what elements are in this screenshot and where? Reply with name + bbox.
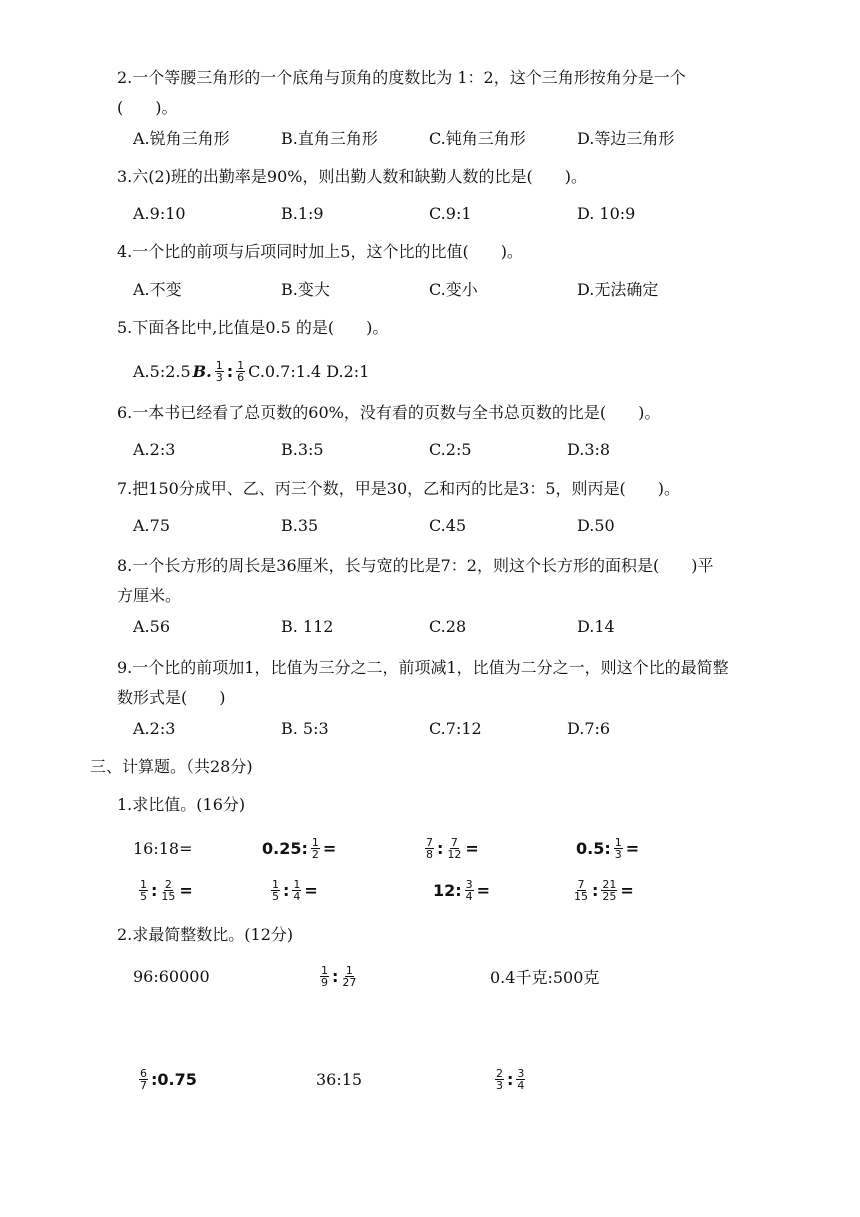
q5-option-b-prefix: B. [192, 361, 212, 381]
q9-option-d: D.7:6 [567, 719, 611, 738]
q3-option-a: A.9:10 [133, 204, 186, 223]
q6-option-d: D.3:8 [567, 440, 611, 459]
q2-option-d: D.等边三角形 [577, 129, 675, 148]
question-7-stem: 7.把150分成甲、乙、丙三个数，甲是30，乙和丙的比是3：5，则丙是( )。 [117, 479, 681, 498]
ratio-expr-4: 0.5: $\frac{1}{3}$ = [576, 835, 640, 861]
q8-option-c: C.28 [429, 617, 467, 636]
q5-option-b-fraction-2: $\frac{1}{6}$ [237, 358, 245, 384]
q7-option-b: B.35 [281, 516, 319, 535]
part-2-title: 2.求最简整数比。(12分) [117, 925, 294, 944]
q8-option-b: B. 112 [281, 617, 334, 636]
q7-option-a: A.75 [133, 516, 170, 535]
q5-option-a: A.5:2.5 [133, 361, 191, 381]
simplify-expr-5: 36:15 [316, 1069, 363, 1089]
q8-option-a: A.56 [133, 617, 170, 636]
ratio-expr-8: $\frac{7}{15}$ : $\frac{21}{25}$ = [574, 877, 634, 903]
section-3-title: 三、计算题。（共28分) [90, 757, 253, 776]
simplify-expr-3: 0.4千克:500克 [490, 967, 600, 987]
q6-option-a: A.2:3 [133, 440, 176, 459]
q2-option-a: A.锐角三角形 [133, 129, 230, 148]
q2-option-c: C.钝角三角形 [429, 129, 526, 148]
ratio-expr-5: $\frac{1}{5}$ : $\frac{2}{15}$ = [140, 877, 193, 903]
question-9-stem: 9.一个比的前项加1，比值为三分之二，前项减1，比值为二分之一，则这个比的最简整 [117, 658, 729, 677]
question-4-stem: 4.一个比的前项与后项同时加上5，这个比的比值( )。 [117, 242, 523, 261]
question-6-stem: 6.一本书已经看了总页数的60%，没有看的页数与全书总页数的比是( )。 [117, 403, 661, 422]
q4-option-d: D.无法确定 [577, 280, 659, 299]
ratio-expr-6: $\frac{1}{5}$ : $\frac{1}{4}$ = [272, 877, 318, 903]
q2-option-b: B.直角三角形 [281, 129, 378, 148]
q3-option-c: C.9:1 [429, 204, 472, 223]
question-5-stem: 5.下面各比中,比值是0.5 的是( )。 [117, 318, 389, 337]
q9-option-a: A.2:3 [133, 719, 176, 738]
q3-option-b: B.1:9 [281, 204, 324, 223]
ratio-expr-1: 16:18= [133, 838, 193, 858]
q9-option-c: C.7:12 [429, 719, 482, 738]
question-9-stem-cont: 数形式是( ) [117, 688, 226, 707]
question-8-stem: 8.一个长方形的周长是36厘米，长与宽的比是7：2，则这个长方形的面积是( )平 [117, 556, 714, 575]
simplify-expr-6: $\frac{2}{3}$ : $\frac{3}{4}$ [496, 1066, 525, 1092]
q9-option-b: B. 5:3 [281, 719, 329, 738]
q4-option-c: C.变小 [429, 280, 478, 299]
ratio-expr-3: $\frac{7}{8}$ : $\frac{7}{12}$ = [426, 835, 479, 861]
q7-option-d: D.50 [577, 516, 615, 535]
part-1-title: 1.求比值。(16分) [117, 795, 246, 814]
question-2-stem: 2.一个等腰三角形的一个底角与顶角的度数比为 1：2，这个三角形按角分是一个 [117, 68, 686, 87]
ratio-expr-2: 0.25: $\frac{1}{2}$ = [262, 835, 337, 861]
simplify-expr-4: $\frac{6}{7}$ :0.75 [140, 1066, 197, 1092]
q4-option-b: B.变大 [281, 280, 330, 299]
question-8-stem-cont: 方厘米。 [117, 586, 182, 605]
q5-option-b-fraction-1: $\frac{1}{3}$ [215, 358, 223, 384]
question-3-stem: 3.六(2)班的出勤率是90%，则出勤人数和缺勤人数的比是( )。 [117, 167, 587, 186]
simplify-expr-1: 96:60000 [133, 966, 210, 986]
q4-option-a: A.不变 [133, 280, 182, 299]
ratio-expr-7: 12: $\frac{3}{4}$ = [433, 877, 491, 903]
q6-option-b: B.3:5 [281, 440, 324, 459]
q6-option-c: C.2:5 [429, 440, 472, 459]
question-2-stem-cont: ( )。 [117, 98, 178, 117]
q5-options: A.5:2.5 B. $\frac{1}{3}$ : $\frac{1}{6}$ C.0.7:1.4 D.2:1 [133, 358, 370, 384]
q7-option-c: C.45 [429, 516, 467, 535]
q5-option-c-d: C.0.7:1.4 D.2:1 [248, 361, 370, 381]
simplify-expr-2: $\frac{1}{9}$ : $\frac{1}{27}$ [321, 963, 357, 989]
q8-option-d: D.14 [577, 617, 615, 636]
q3-option-d: D. 10:9 [577, 204, 636, 223]
